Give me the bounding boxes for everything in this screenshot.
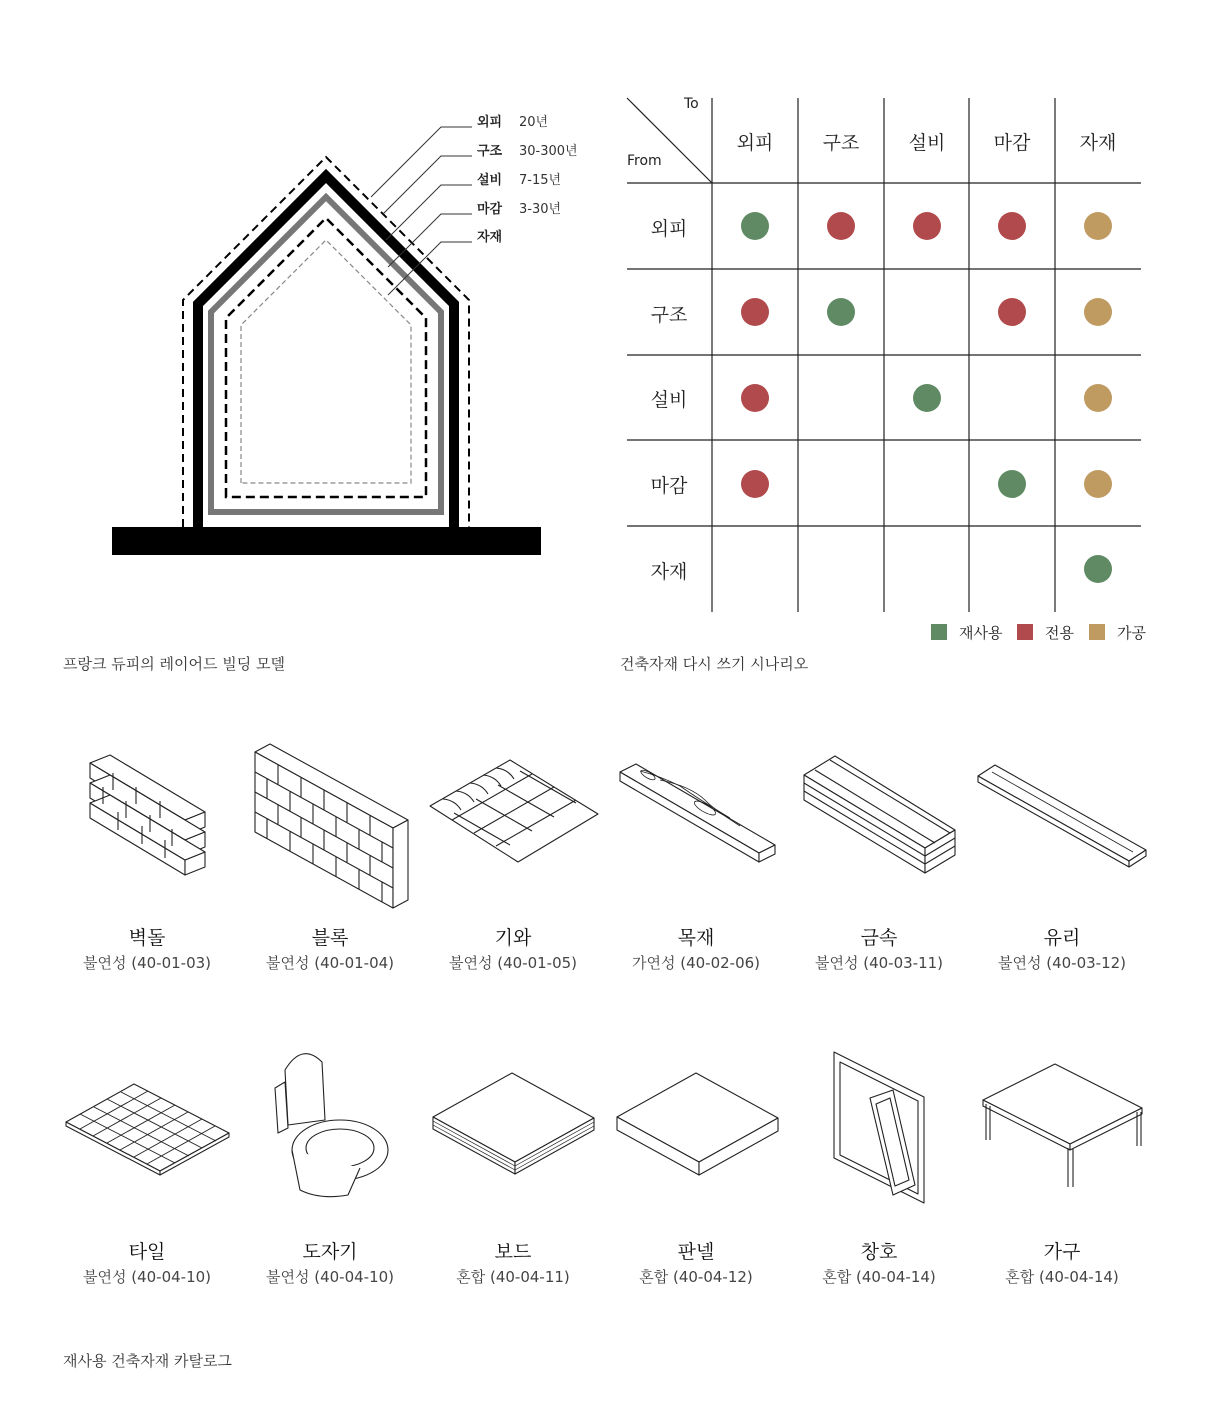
material-name-board: 보드 [494, 1241, 532, 1263]
matrix-corner-from: From [627, 153, 662, 169]
material-code-panel: 혼합 (40-04-12) [639, 1268, 753, 1286]
material-code-ceramic: 불연성 (40-04-10) [265, 1268, 395, 1286]
material-name-metal: 금속 [860, 927, 898, 949]
legend-label-reuse: 재사용 [959, 624, 1003, 642]
matrix-caption: 건축자재 다시 쓰기 시나리오 [620, 655, 809, 673]
material-name-window: 창호 [860, 1241, 898, 1263]
layer-life-services: 7-15년 [519, 173, 562, 188]
legend-label-convert: 전용 [1045, 624, 1074, 642]
tile-icon [66, 1084, 229, 1175]
matrix-row-header-structure: 구조 [650, 304, 688, 326]
material-code-metal: 불연성 (40-03-11) [814, 954, 944, 972]
layer-life-structure: 30-300년 [519, 144, 578, 159]
house-diagram-caption: 프랑크 듀피의 레이어드 빌딩 모델 [63, 655, 285, 673]
material-name-brick: 벽돌 [128, 927, 166, 949]
material-code-glass: 불연성 (40-03-12) [997, 954, 1127, 972]
brick-icon [90, 755, 205, 875]
material-code-tile: 불연성 (40-04-10) [82, 1268, 212, 1286]
layer-life-finishes: 3-30년 [519, 202, 562, 217]
matrix-corner-to: To [684, 96, 699, 112]
layer-label-finishes: 마감 [477, 202, 503, 217]
material-code-brick: 불연성 (40-01-03) [82, 954, 212, 972]
matrix-col-header-services: 설비 [908, 132, 946, 154]
matrix-row-header-stuff: 자재 [650, 561, 688, 583]
layer-label-stuff: 자재 [477, 230, 503, 245]
block-icon [255, 744, 408, 908]
glass-pane-icon [978, 765, 1146, 867]
layer-life-skin: 20년 [519, 115, 549, 130]
legend-label-process: 가공 [1117, 624, 1146, 642]
matrix-col-header-skin: 외피 [736, 132, 774, 154]
material-name-panel: 판넬 [677, 1241, 715, 1263]
material-name-glass: 유리 [1043, 927, 1081, 949]
matrix-row-header-skin: 외피 [650, 218, 688, 240]
layer-label-services: 설비 [477, 173, 503, 188]
material-code-timber: 가연성 (40-02-06) [631, 954, 761, 972]
layer-label-structure: 구조 [477, 144, 503, 159]
material-code-roof-tile: 불연성 (40-01-05) [448, 954, 578, 972]
material-name-tile: 타일 [128, 1241, 166, 1263]
material-code-block: 불연성 (40-01-04) [265, 954, 395, 972]
layer-label-skin: 외피 [477, 115, 503, 130]
metal-beam-icon [804, 756, 955, 873]
material-code-furniture: 혼합 (40-04-14) [1005, 1268, 1119, 1286]
material-name-roof-tile: 기와 [494, 927, 532, 949]
matrix-col-header-structure: 구조 [822, 132, 860, 154]
matrix-row-header-finishes: 마감 [650, 475, 688, 497]
window-icon [834, 1052, 924, 1203]
material-name-block: 블록 [311, 927, 349, 949]
matrix-col-header-finishes: 마감 [993, 132, 1031, 154]
material-code-board: 혼합 (40-04-11) [456, 1268, 570, 1286]
table-icon [983, 1064, 1142, 1187]
material-name-furniture: 가구 [1043, 1241, 1081, 1263]
board-icon [433, 1073, 594, 1174]
material-code-window: 혼합 (40-04-14) [822, 1268, 936, 1286]
panel-icon [617, 1073, 778, 1175]
matrix-col-header-stuff: 자재 [1079, 132, 1117, 154]
timber-icon [620, 764, 775, 862]
matrix-row-header-services: 설비 [650, 389, 688, 411]
material-name-timber: 목재 [677, 927, 715, 949]
roof-tile-icon [430, 760, 598, 862]
catalog-caption: 재사용 건축자재 카탈로그 [63, 1352, 232, 1370]
toilet-icon [275, 1054, 388, 1197]
material-name-ceramic: 도자기 [302, 1241, 358, 1263]
